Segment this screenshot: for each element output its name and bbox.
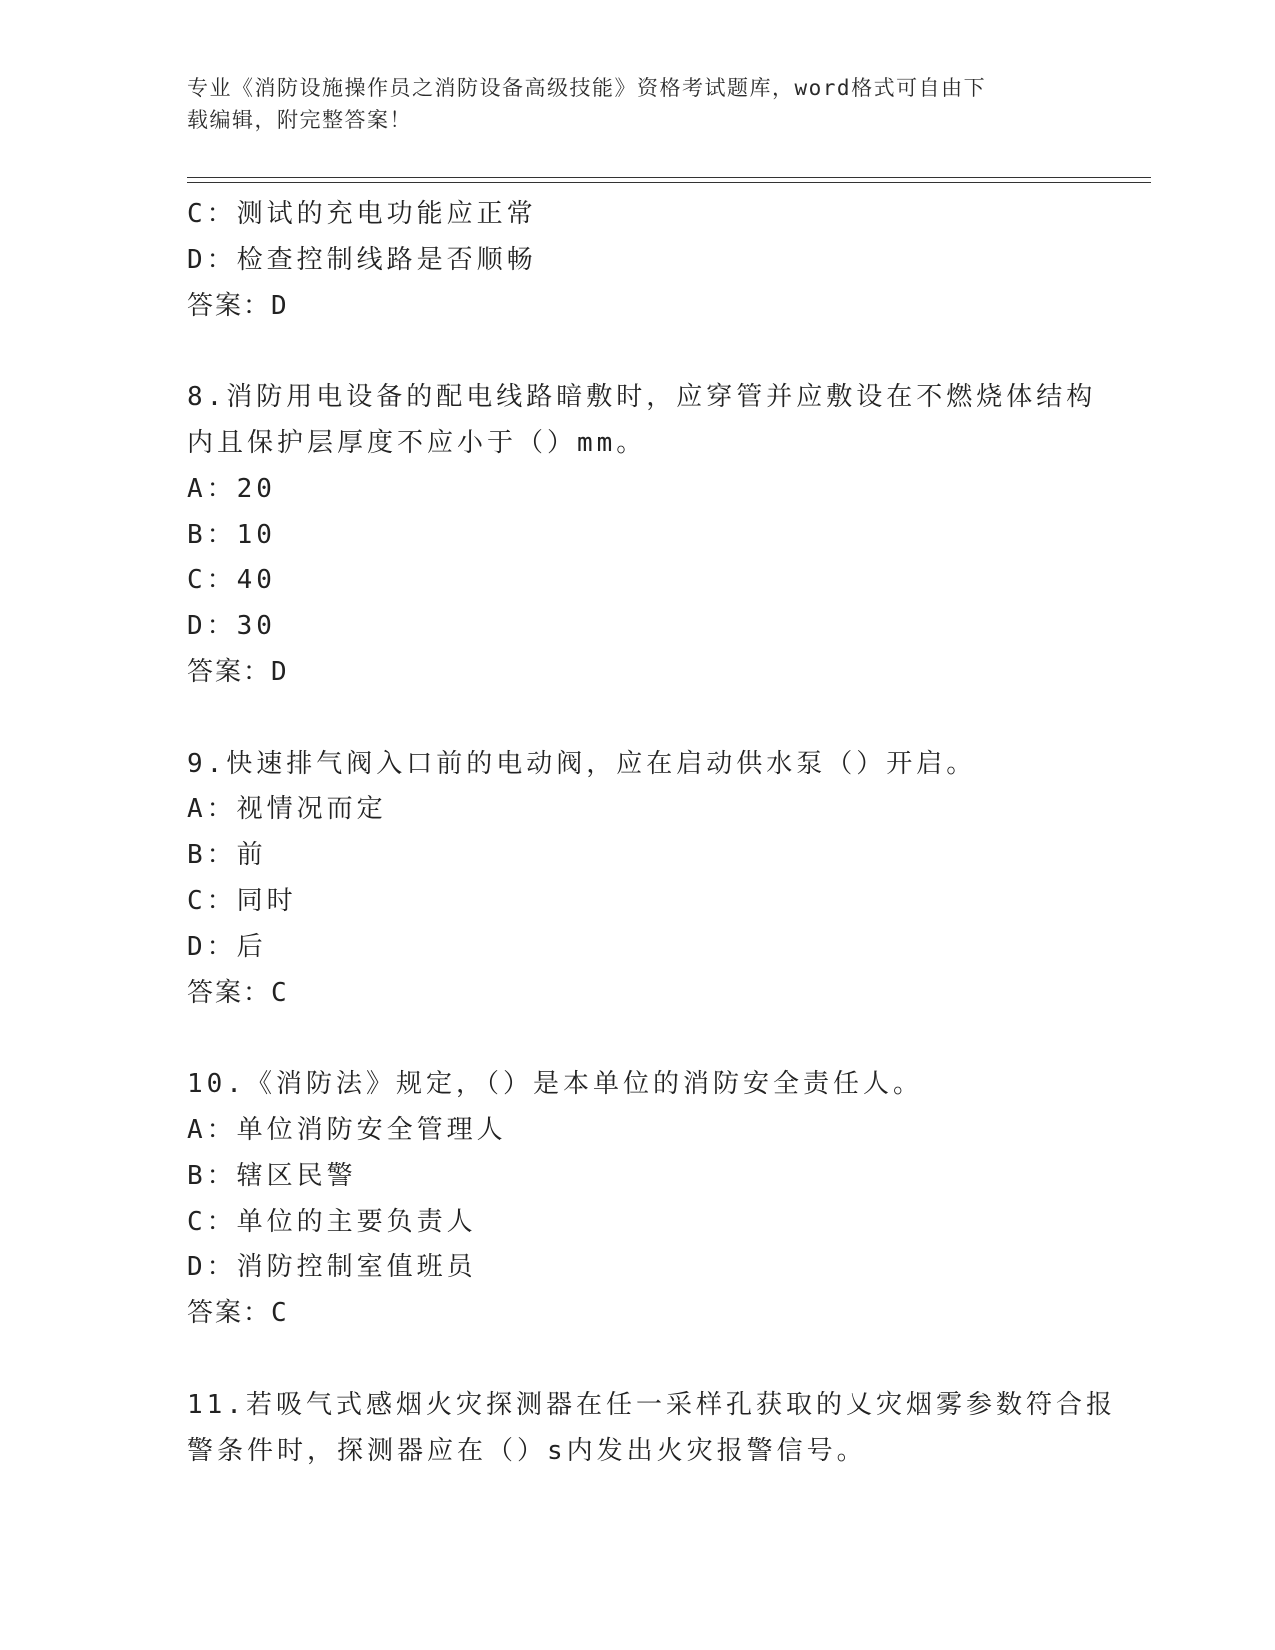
q8-stem-line-1: 8.消防用电设备的配电线路暗敷时，应穿管并应敷设在不燃烧体结构: [187, 382, 1097, 413]
header-divider-top: [187, 177, 1151, 178]
q9-option-d: D：后: [187, 931, 267, 962]
question-8: [187, 375, 1097, 696]
q10-option-b: B：辖区民警: [187, 1160, 357, 1191]
q8-option-b: B：10: [187, 519, 276, 550]
question-7: [187, 192, 1087, 329]
q8-option-d: D：30: [187, 611, 276, 642]
q9-option-c: C：同时: [187, 885, 297, 916]
question-10: [187, 1062, 1087, 1337]
q10-option-c: C：单位的主要负责人: [187, 1206, 477, 1237]
spacer: [187, 329, 1087, 375]
header-text-line-1: 专业《消防设施操作员之消防设备高级技能》资格考试题库，word格式可自由下: [187, 76, 987, 100]
page-header: [187, 72, 1067, 136]
spacer: [187, 1337, 1087, 1383]
q10-option-d: D：消防控制室值班员: [187, 1252, 477, 1283]
question-list: [187, 192, 1116, 1474]
q10-stem: 10.《消防法》规定，（）是本单位的消防安全责任人。: [187, 1069, 923, 1100]
q10-option-a: A：单位消防安全管理人: [187, 1114, 507, 1145]
spacer: [187, 1016, 1087, 1062]
q11-stem-line-1: 11.若吸气式感烟火灾探测器在任一采样孔获取的乂灾烟雾参数符合报: [187, 1389, 1116, 1420]
question-9: [187, 742, 1087, 1017]
q8-stem-line-2: 内且保护层厚度不应小于（）mm。: [187, 427, 647, 458]
q10-answer: 答案：C: [187, 1298, 289, 1329]
q9-option-b: B：前: [187, 840, 267, 871]
header-text-line-2: 载编辑，附完整答案！: [187, 108, 412, 132]
q7-option-c: C：测试的充电功能应正常: [187, 199, 537, 229]
q8-answer: 答案：D: [187, 656, 289, 687]
spacer: [187, 696, 1087, 742]
question-11: [187, 1383, 1116, 1475]
q11-stem-line-2: 警条件时，探测器应在（）s内发出火灾报警信号。: [187, 1435, 867, 1466]
q8-option-c: C：40: [187, 565, 276, 596]
q7-option-d: D：检查控制线路是否顺畅: [187, 244, 537, 275]
q7-answer: 答案：D: [187, 290, 289, 321]
q9-answer: 答案：C: [187, 977, 289, 1008]
q9-stem: 9.快速排气阀入口前的电动阀，应在启动供水泵（）开启。: [187, 748, 977, 779]
header-divider-bottom: [187, 182, 1151, 183]
q9-option-a: A：视情况而定: [187, 794, 387, 825]
q8-option-a: A：20: [187, 473, 276, 504]
